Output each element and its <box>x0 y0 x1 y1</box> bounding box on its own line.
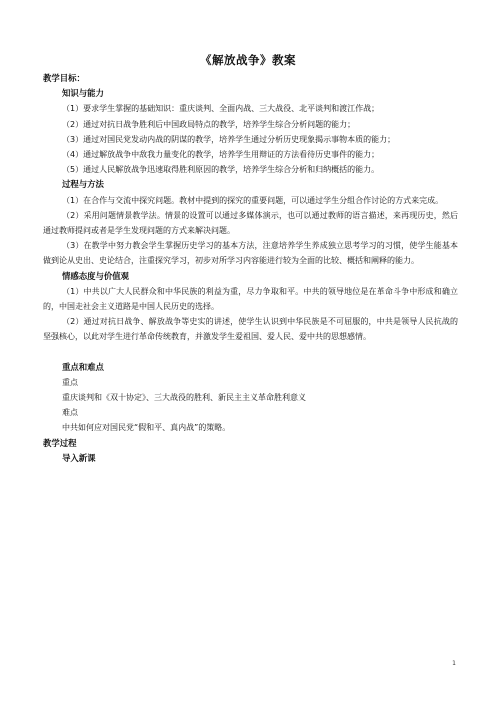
difficult-text: 中共如何应对国民党“假和平、真内战”的策略。 <box>62 423 231 433</box>
knowledge-item: （2）通过对抗日战争胜利后中国政局特点的教学，培养学生综合分析问题的能力； <box>62 119 356 129</box>
key-text: 重庆谈判和《双十协定》、三大战役的胜利、新民主主义革命胜利意义 <box>62 393 306 403</box>
knowledge-item: （4）通过解放战争中敌我力量变化的教学，培养学生用辩证的方法看待历史事件的能力； <box>62 150 380 160</box>
emotion-heading: 情感态度与价值观 <box>62 270 129 281</box>
page-number: 1 <box>452 660 456 667</box>
knowledge-heading: 知识与能力 <box>62 88 104 99</box>
section-spacer <box>43 345 458 360</box>
process-item: （1）在合作与交流中探究问题。教材中提到的探究的重要问题，可以通过学生分组合作讨论的方式来完成。 <box>62 195 444 205</box>
process-item: （2）采用问题情景教学法。情景的设置可以通过多媒体演示，也可以通过教师的语言描述，来再现历史，然后通过教师提问或者是学生发现问题的方式来解决问题。 <box>43 210 458 236</box>
document-title: 《解放战争》教案 <box>200 53 296 67</box>
key-difficult-heading: 重点和难点 <box>62 361 104 372</box>
difficult-label: 难点 <box>62 408 78 418</box>
process-item: （3）在教学中努力教会学生掌握历史学习的基本方法，注意培养学生养成独立思考学习的习惯，使学生能基本做到论从史出、史论结合，注重探究学习，初步对所学习内容能进行较为全面的比较、概括和阐释的能力。 <box>43 241 458 266</box>
emotion-item: （1）中共以广大人民群众和中华民族的利益为重，尽力争取和平。中共的领导地位是在革命斗争中形成和确立的，中国走社会主义道路是中国人民历史的选择。 <box>43 286 458 312</box>
objectives-heading: 教学目标： <box>43 73 85 83</box>
teaching-process-heading: 教学过程 <box>43 437 77 448</box>
emotion-item: （2）通过对抗日战争、解放战争等史实的讲述，使学生认识到中华民族是不可屈服的，中共是领导人民抗战的坚强核心，以此对学生进行革命传统教育，并激发学生爱祖国、爱人民、爱中共的思想感情。 <box>43 317 458 342</box>
intro-heading: 导入新课 <box>62 452 96 463</box>
knowledge-item: （5）通过人民解放战争迅速取得胜利原因的教学，培养学生综合分析和归纳概括的能力。 <box>62 165 380 175</box>
key-label: 重点 <box>62 377 78 387</box>
process-heading: 过程与方法 <box>62 179 104 190</box>
document-body <box>43 71 458 466</box>
knowledge-item: （1）要求学生掌握的基础知识：重庆谈判、全面内战、三大战役、北平谈判和渡江作战； <box>62 104 380 114</box>
knowledge-item: （3）通过对国民党发动内战的阴谋的教学，培养学生通过分析历史现象揭示事物本质的能力； <box>62 134 396 144</box>
